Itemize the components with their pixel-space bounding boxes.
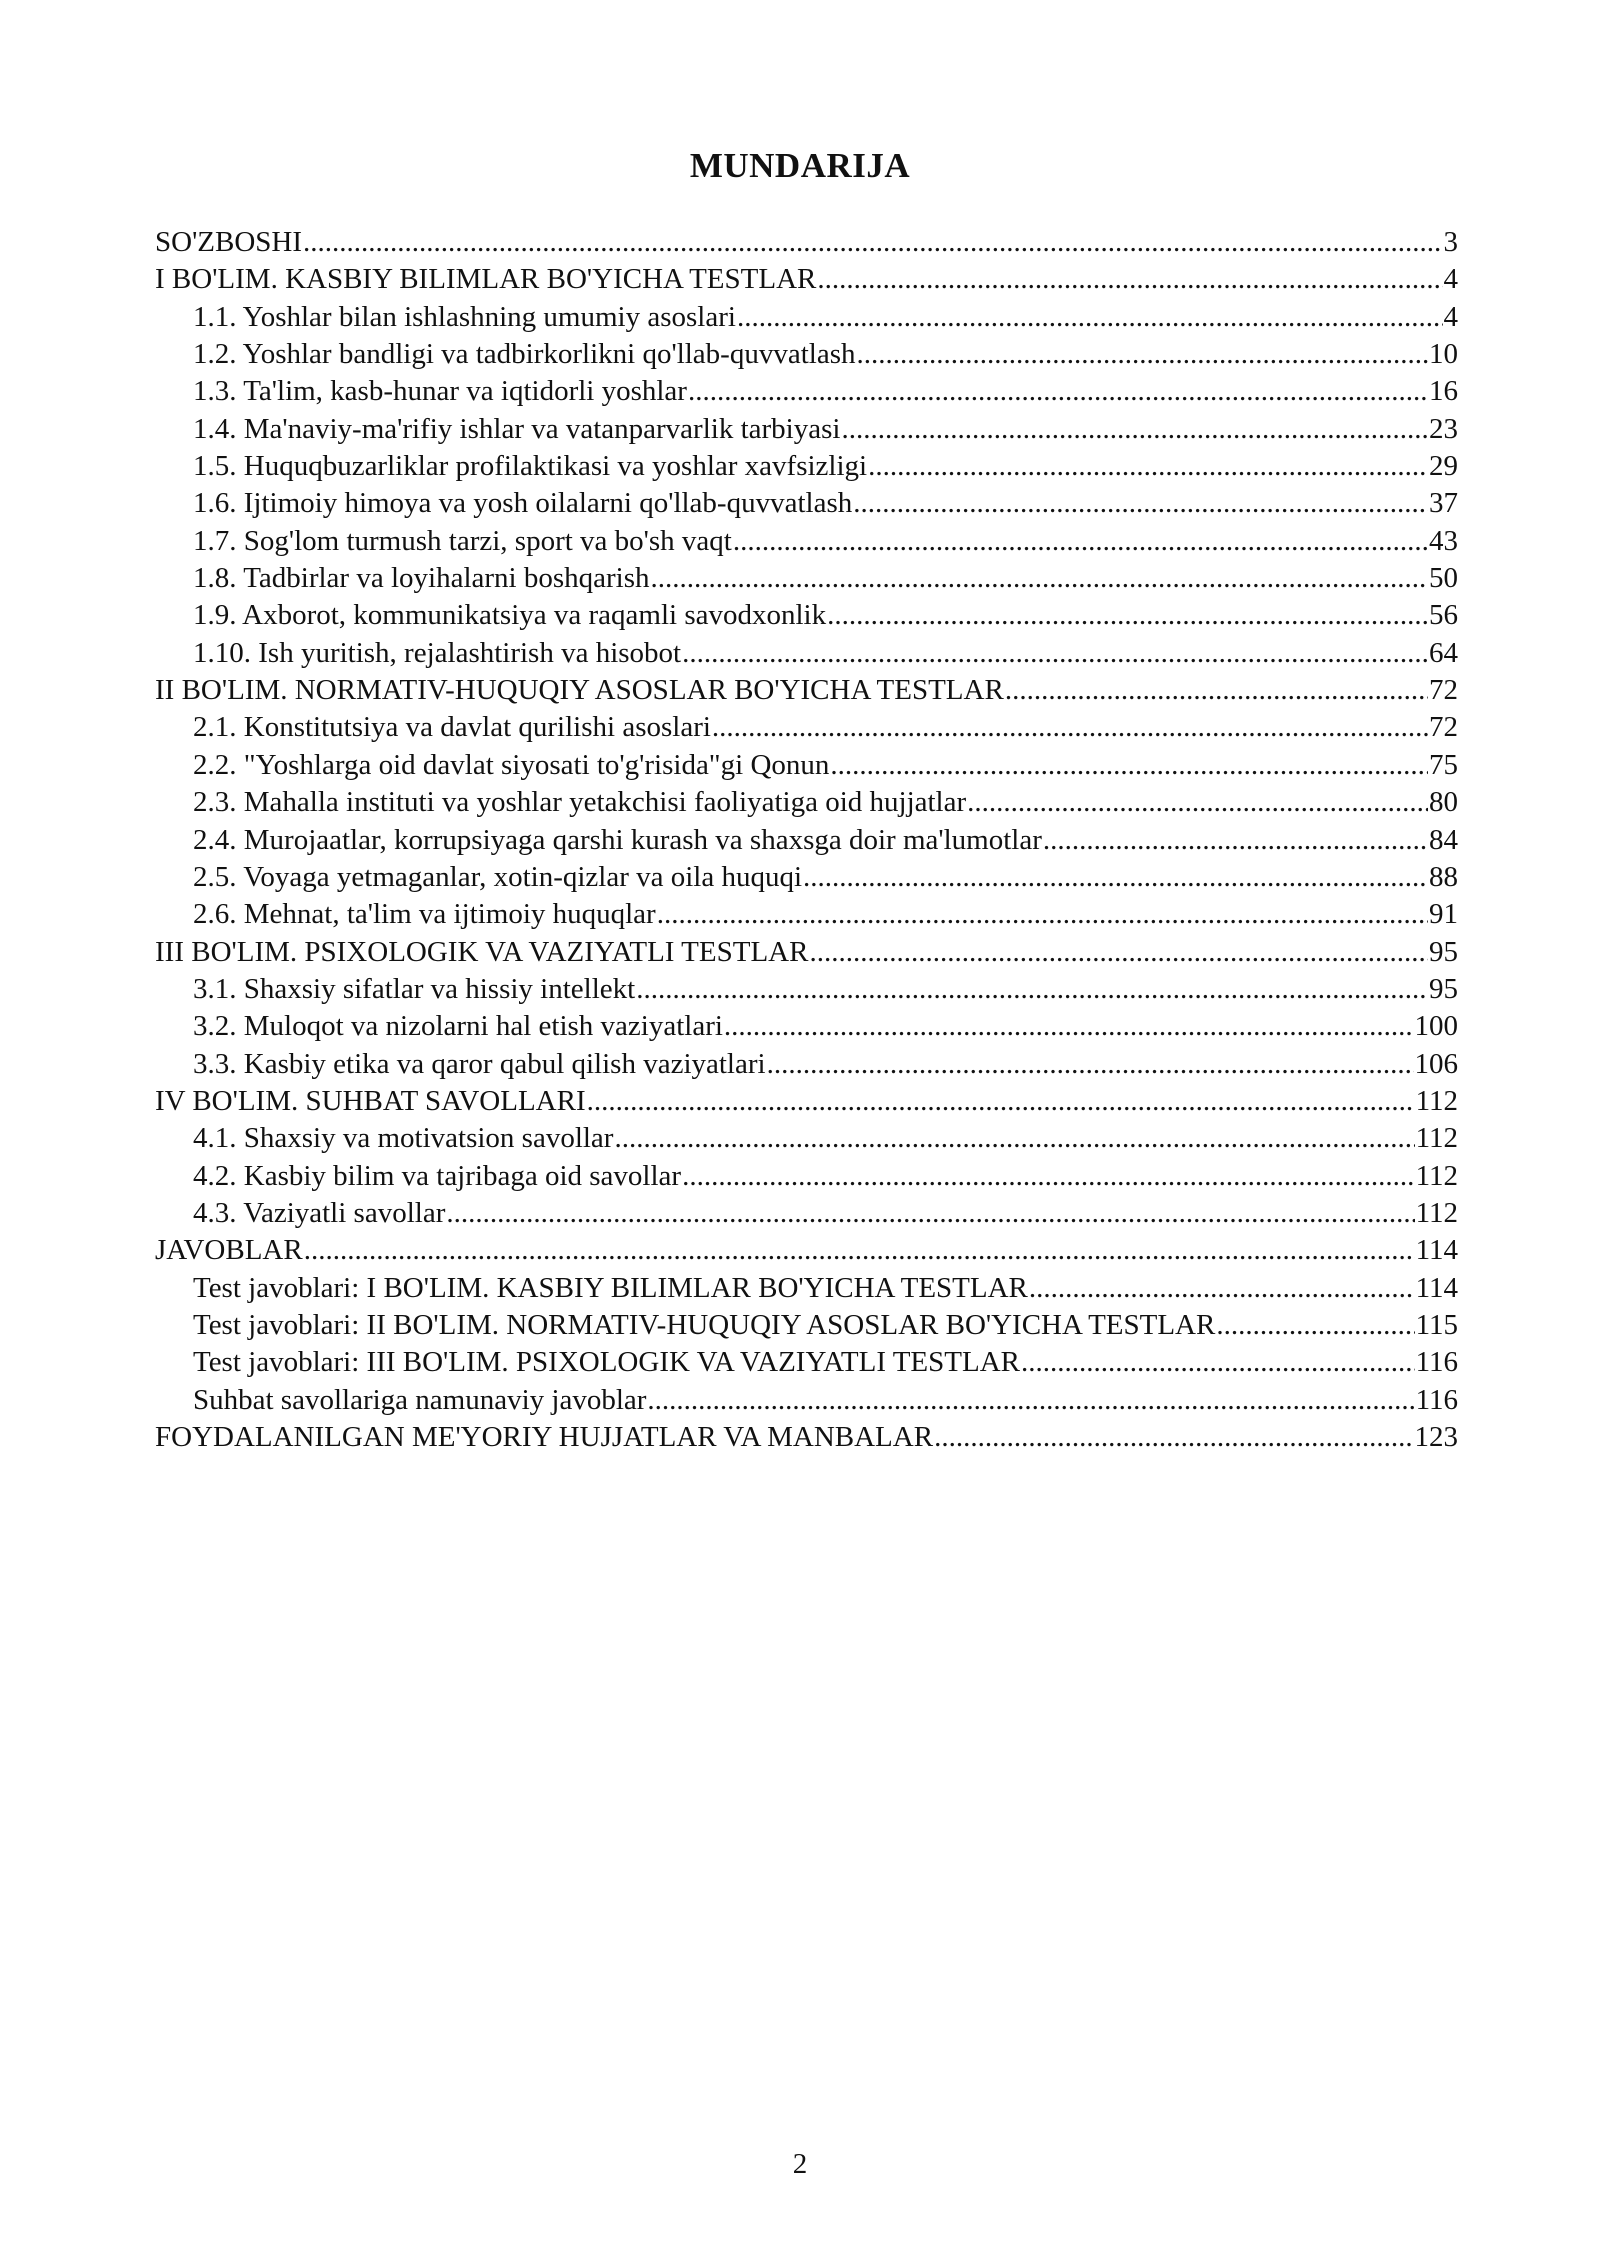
toc-leader-dots [636, 971, 1428, 1008]
toc-entry-label: 2.1. Konstitutsiya va davlat qurilishi asoslari [193, 711, 711, 744]
toc-leader-dots [657, 896, 1428, 933]
toc-entry[interactable] [155, 709, 1458, 746]
toc-entry-page: 115 [1415, 1308, 1458, 1341]
toc-entry-label: JAVOBLAR [155, 1234, 303, 1267]
page-number: 2 [792, 2148, 808, 2180]
toc-entry-page: 16 [1429, 375, 1458, 408]
toc-leader-dots [1005, 672, 1428, 709]
toc-entry[interactable] [155, 1008, 1458, 1045]
toc-leader-dots [817, 261, 1442, 298]
toc-entry[interactable] [155, 1382, 1458, 1419]
toc-entry-page: 23 [1429, 412, 1458, 445]
toc-leader-dots [1021, 1344, 1415, 1381]
toc-entry-label: Suhbat savollariga namunaviy javoblar [193, 1383, 647, 1416]
toc-entry-page: 72 [1429, 711, 1458, 744]
toc-entry[interactable] [155, 1195, 1458, 1232]
toc-entry-page: 4 [1443, 263, 1458, 296]
toc-entry-page: 37 [1429, 487, 1458, 520]
toc-entry-label: FOYDALANILGAN ME'YORIY HUJJATLAR VA MANBALAR [155, 1421, 934, 1453]
toc-entry[interactable] [155, 224, 1458, 261]
toc-entry-label: 3.2. Muloqot va nizolarni hal etish vaziyatlari [193, 1010, 723, 1043]
toc-entry[interactable] [155, 1344, 1458, 1381]
toc-entry[interactable] [155, 635, 1458, 672]
toc-leader-dots [733, 523, 1428, 560]
toc-entry[interactable] [155, 1270, 1458, 1307]
toc-entry[interactable] [155, 1083, 1458, 1120]
toc-leader-dots [688, 373, 1428, 410]
toc-entry-page: 56 [1429, 599, 1458, 632]
toc-entry-page: 112 [1415, 1159, 1458, 1192]
toc-entry[interactable] [155, 1232, 1458, 1269]
toc-entry-page: 72 [1429, 674, 1458, 707]
toc-entry[interactable] [155, 859, 1458, 896]
toc-entry[interactable] [155, 523, 1458, 560]
toc-entry[interactable] [155, 261, 1458, 298]
toc-entry-label: Test javoblari: III BO'LIM. PSIXOLOGIK VA VAZIYATLI TESTLAR [193, 1346, 1020, 1379]
toc-leader-dots [809, 934, 1428, 971]
toc-entry-label: 3.1. Shaxsiy sifatlar va hissiy intellekt [193, 972, 636, 1005]
toc-entry-page: 112 [1415, 1122, 1458, 1155]
toc-entry-page: 95 [1429, 972, 1458, 1005]
toc-entry-page: 50 [1429, 562, 1458, 595]
toc-leader-dots [856, 336, 1428, 373]
toc-entry-label: 1.5. Huquqbuzarliklar profilaktikasi va yoshlar xavfsizligi [193, 450, 868, 483]
toc-entry-label: 4.1. Shaxsiy va motivatsion savollar [193, 1122, 614, 1155]
toc-leader-dots [304, 1232, 1415, 1269]
toc-entry[interactable] [155, 1158, 1458, 1195]
toc-leader-dots [303, 224, 1442, 261]
toc-entry-page: 114 [1415, 1271, 1458, 1304]
toc-entry[interactable] [155, 560, 1458, 597]
toc-entry-label: 2.3. Mahalla instituti va yoshlar yetakchisi faoliyatiga oid hujjatlar [193, 786, 967, 819]
toc-entry-label: IV BO'LIM. SUHBAT SAVOLLARI [155, 1084, 586, 1117]
toc-entry-label: 3.3. Kasbiy etika va qaror qabul qilish vaziyatlari [193, 1047, 766, 1080]
toc-entry-label: 4.2. Kasbiy bilim va tajribaga oid savollar [193, 1159, 682, 1192]
toc-entry[interactable] [155, 597, 1458, 634]
toc-entry[interactable] [155, 672, 1458, 709]
toc-leader-dots [967, 784, 1428, 821]
toc-entry[interactable] [155, 1046, 1458, 1083]
toc-entry[interactable] [155, 934, 1458, 971]
toc-entry-label: 4.3. Vaziyatli savollar [193, 1196, 446, 1229]
toc-entry-page: 123 [1414, 1421, 1458, 1453]
toc-leader-dots [737, 299, 1443, 336]
toc-entry-label: II BO'LIM. NORMATIV-HUQUQIY ASOSLAR BO'YICHA TESTLAR [155, 674, 1004, 707]
toc-entry-page: 84 [1429, 823, 1458, 856]
toc-leader-dots [614, 1120, 1414, 1157]
toc-entry-page: 43 [1429, 524, 1458, 557]
toc-entry-page: 88 [1429, 860, 1458, 893]
toc-entry-page: 95 [1429, 935, 1458, 968]
toc-entry-page: 106 [1414, 1047, 1458, 1080]
toc-entry[interactable] [155, 336, 1458, 373]
toc-entry-label: 1.10. Ish yuritish, rejalashtirish va hisobot [193, 636, 682, 669]
toc-leader-dots [647, 1382, 1414, 1419]
toc-entry-label: 1.4. Ma'naviy-ma'rifiy ishlar va vatanparvarlik tarbiyasi [193, 412, 841, 445]
toc-entry[interactable] [155, 485, 1458, 522]
toc-entry[interactable] [155, 896, 1458, 933]
toc-entry-label: 1.2. Yoshlar bandligi va tadbirkorlikni qo'llab-quvvatlash [193, 338, 856, 371]
toc-leader-dots [1029, 1270, 1415, 1307]
toc-entry-page: 100 [1414, 1010, 1458, 1043]
toc-entry-label: 2.5. Voyaga yetmaganlar, xotin-qizlar va oila huquqi [193, 860, 803, 893]
toc-entry[interactable] [155, 747, 1458, 784]
toc-leader-dots [712, 709, 1428, 746]
toc-entry-page: 3 [1443, 226, 1458, 258]
toc-entry-label: I BO'LIM. KASBIY BILIMLAR BO'YICHA TESTLAR [155, 263, 817, 296]
toc-entry-label: 2.4. Murojaatlar, korrupsiyaga qarshi kurash va shaxsga doir ma'lumotlar [193, 823, 1042, 856]
toc-leader-dots [853, 485, 1428, 522]
toc-leader-dots [868, 448, 1428, 485]
toc-entry-page: 64 [1429, 636, 1458, 669]
toc-entry[interactable] [155, 822, 1458, 859]
toc-entry-label: 2.2. "Yoshlarga oid davlat siyosati to'g'risida"gi Qonun [193, 748, 830, 781]
toc-entry-page: 112 [1415, 1084, 1458, 1117]
toc-entry-page: 116 [1415, 1346, 1458, 1379]
toc-entry-label: Test javoblari: I BO'LIM. KASBIY BILIMLAR BO'YICHA TESTLAR [193, 1271, 1028, 1304]
toc-leader-dots [827, 597, 1428, 634]
toc-entry-page: 29 [1429, 450, 1458, 483]
toc-entry[interactable] [155, 448, 1458, 485]
toc-leader-dots [1216, 1307, 1414, 1344]
toc-entry[interactable] [155, 411, 1458, 448]
toc-leader-dots [1043, 822, 1428, 859]
toc-entry-label: 1.6. Ijtimoiy himoya va yosh oilalarni qo'llab-quvvatlash [193, 487, 853, 520]
toc-entry-label: SO'ZBOSHI [155, 226, 303, 258]
toc-entry-page: 91 [1429, 898, 1458, 931]
toc-entry-label: 1.3. Ta'lim, kasb-hunar va iqtidorli yoshlar [193, 375, 687, 408]
toc-entry-page: 114 [1415, 1234, 1458, 1267]
toc-entry[interactable] [155, 1307, 1458, 1344]
toc-leader-dots [446, 1195, 1414, 1232]
toc-leader-dots [724, 1008, 1414, 1045]
toc-entry-page: 4 [1443, 300, 1458, 333]
toc-entry[interactable] [155, 784, 1458, 821]
toc-leader-dots [682, 635, 1428, 672]
table-of-contents [155, 224, 1458, 1456]
toc-entry[interactable] [155, 299, 1458, 336]
toc-entry-page: 116 [1415, 1383, 1458, 1416]
toc-leader-dots [651, 560, 1429, 597]
toc-entry-label: 1.8. Tadbirlar va loyihalarni boshqarish [193, 562, 650, 595]
toc-entry-label: 1.9. Axborot, kommunikatsiya va raqamli savodxonlik [193, 599, 827, 632]
toc-leader-dots [841, 411, 1428, 448]
page-title: MUNDARIJA [689, 146, 911, 185]
toc-entry[interactable] [155, 1120, 1458, 1157]
toc-entry-page: 75 [1429, 748, 1458, 781]
toc-entry-label: Test javoblari: II BO'LIM. NORMATIV-HUQUQIY ASOSLAR BO'YICHA TESTLAR [193, 1308, 1216, 1341]
toc-entry-label: 1.7. Sog'lom turmush tarzi, sport va bo'sh vaqt [193, 524, 732, 557]
toc-leader-dots [934, 1419, 1413, 1456]
toc-entry-page: 112 [1415, 1196, 1458, 1229]
toc-entry-label: 2.6. Mehnat, ta'lim va ijtimoiy huquqlar [193, 898, 656, 931]
toc-leader-dots [682, 1158, 1415, 1195]
toc-leader-dots [767, 1046, 1414, 1083]
toc-leader-dots [587, 1083, 1415, 1120]
toc-entry[interactable] [155, 1419, 1458, 1456]
toc-entry-page: 80 [1429, 786, 1458, 819]
toc-leader-dots [803, 859, 1428, 896]
toc-leader-dots [830, 747, 1428, 784]
toc-entry-label: III BO'LIM. PSIXOLOGIK VA VAZIYATLI TESTLAR [155, 935, 809, 968]
toc-entry-label: 1.1. Yoshlar bilan ishlashning umumiy asoslari [193, 300, 736, 333]
toc-entry[interactable] [155, 373, 1458, 410]
toc-entry[interactable] [155, 971, 1458, 1008]
toc-entry-page: 10 [1429, 338, 1458, 371]
